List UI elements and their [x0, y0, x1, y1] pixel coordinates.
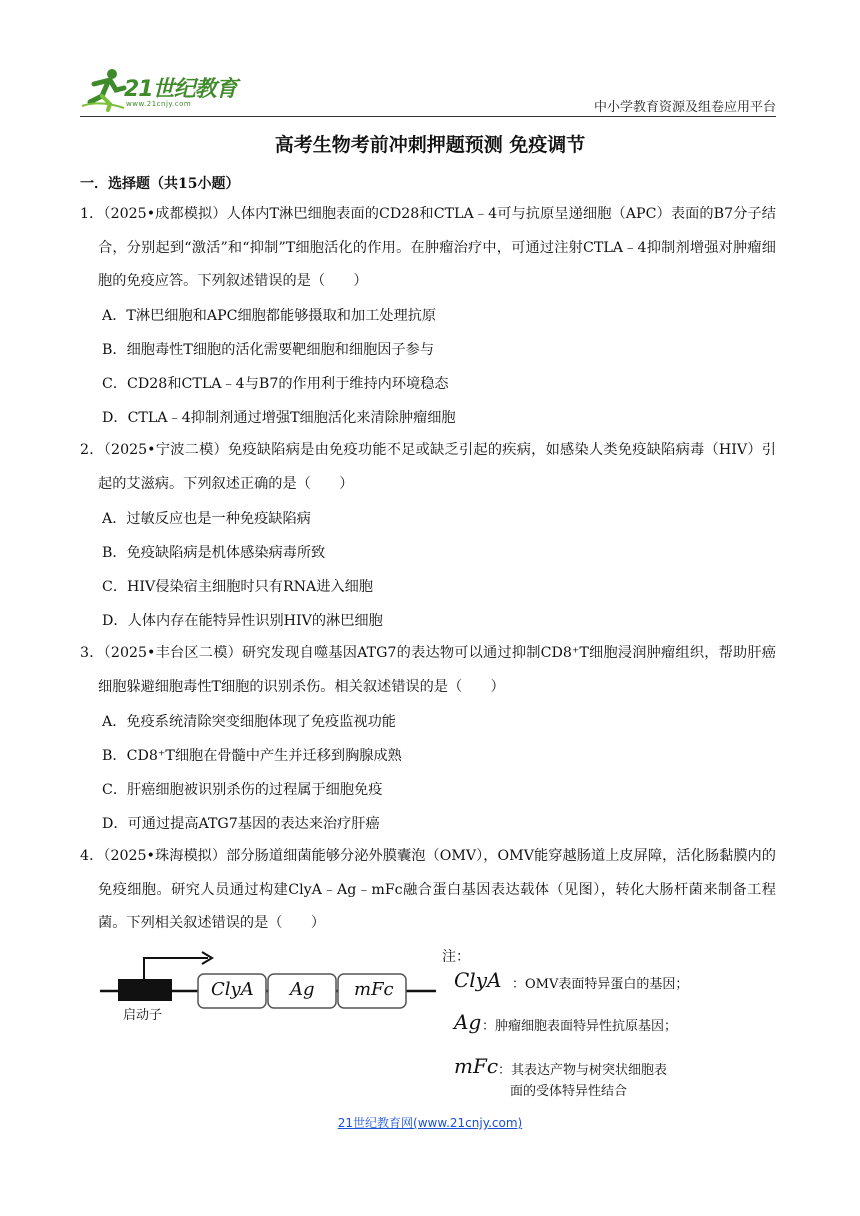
logo-text: 21世纪教育 [124, 77, 237, 102]
note-gene-mfc: mFc [454, 1054, 499, 1078]
question-3 [80, 637, 776, 704]
option-a[interactable]: A．免疫系统清除突变细胞体现了免疫监视功能 [102, 714, 396, 730]
option-b[interactable]: B．免疫缺陷病是机体感染病毒所致 [102, 545, 326, 561]
question-stem: 3．（2025•丰台区二模）研究发现自噬基因ATG7的表达物可以通过抑制CD8⁺T细胞浸润肿瘤组织，帮助肝癌细胞躲避细胞毒性T细胞的识别杀伤。相关叙述错误的是（ ） [80, 645, 776, 695]
header-tagline: 中小学教育资源及组卷应用平台 [593, 100, 776, 115]
transcription-arrow [144, 958, 208, 979]
page-header [80, 66, 776, 118]
question-2 [80, 434, 776, 501]
note-gene-clya: ClyA [454, 968, 502, 992]
question-1 [80, 198, 776, 299]
promoter-box [118, 979, 172, 1001]
note-title: 注： [442, 949, 470, 965]
question-stem: 1．（2025•成都模拟）人体内T淋巴细胞表面的CD28和CTLA﹣4可与抗原呈递细胞（APC）表面的B7分子结合，分别起到“激活”和“抑制”T细胞活化的作用。在肿瘤治疗中，可通过注射CTLA﹣4抑制剂增强对肿瘤细胞的免疫应答。下列叙述错误的是（ ） [80, 206, 776, 289]
note-text-mfc-cont: 面的受体特异性结合 [510, 1084, 628, 1099]
site-logo[interactable] [80, 66, 250, 116]
question-stem: 4．（2025•珠海模拟）部分肠道细菌能够分泌外膜囊泡（OMV），OMV能穿越肠道上皮屏障，活化肠黏膜内的免疫细胞。研究人员通过构建ClyA﹣Ag﹣mFc融合蛋白基因表达载体（见图），转化大肠杆菌来制备工程菌。下列相关叙述错误的是（ ） [80, 848, 776, 931]
gene-label-clya: ClyA [211, 979, 254, 1000]
option-c[interactable]: C．HIV侵染宿主细胞时只有RNA进入细胞 [102, 579, 374, 595]
option-b[interactable]: B．细胞毒性T细胞的活化需要靶细胞和细胞因子参与 [102, 342, 435, 358]
note-gene-ag: Ag [454, 1010, 482, 1034]
option-d[interactable]: D．可通过提高ATG7基因的表达来治疗肝癌 [102, 816, 380, 832]
promoter-label: 启动子 [123, 1008, 163, 1023]
logo-url: www.21cnjy.com [126, 100, 192, 108]
option-b[interactable]: B．CD8⁺T细胞在骨髓中产生并迁移到胸腺成熟 [102, 748, 402, 764]
gene-label-ag: Ag [290, 979, 315, 1000]
gene-vector-diagram [98, 938, 778, 1108]
option-c[interactable]: C．CD28和CTLA﹣4与B7的作用利于维持内环境稳态 [102, 376, 449, 392]
option-a[interactable]: A．T淋巴细胞和APC细胞都能够摄取和加工处理抗原 [102, 308, 437, 324]
page-title: 高考生物考前冲刺押题预测 免疫调节 [274, 134, 586, 156]
note-text-ag: ：肿瘤细胞表面特异性抗原基因； [482, 1019, 678, 1034]
question-stem: 2．（2025•宁波二模）免疫缺陷病是由免疫功能不足或缺乏引起的疾病，如感染人类免疫缺陷病毒（HIV）引起的艾滋病。下列叙述正确的是（ ） [80, 442, 776, 492]
gene-label-mfc: mFc [354, 979, 394, 1000]
note-text-mfc: ：其表达产物与树突状细胞表 [498, 1063, 668, 1078]
question-4 [80, 840, 776, 941]
section-heading: 一．选择题（共15小题） [80, 176, 240, 192]
footer-link[interactable]: 21世纪教育网(www.21cnjy.com) [337, 1116, 523, 1130]
option-d[interactable]: D．CTLA﹣4抑制剂通过增强T细胞活化来清除肿瘤细胞 [102, 410, 456, 426]
option-c[interactable]: C．肝癌细胞被识别杀伤的过程属于细胞免疫 [102, 782, 383, 798]
option-a[interactable]: A．过敏反应也是一种免疫缺陷病 [102, 511, 311, 527]
option-d[interactable]: D．人体内存在能特异性识别HIV的淋巴细胞 [102, 613, 383, 629]
runner-logo-icon [80, 66, 128, 112]
note-text-clya: ：OMV表面特异蛋白的基因； [512, 977, 689, 992]
header-divider [80, 116, 776, 117]
